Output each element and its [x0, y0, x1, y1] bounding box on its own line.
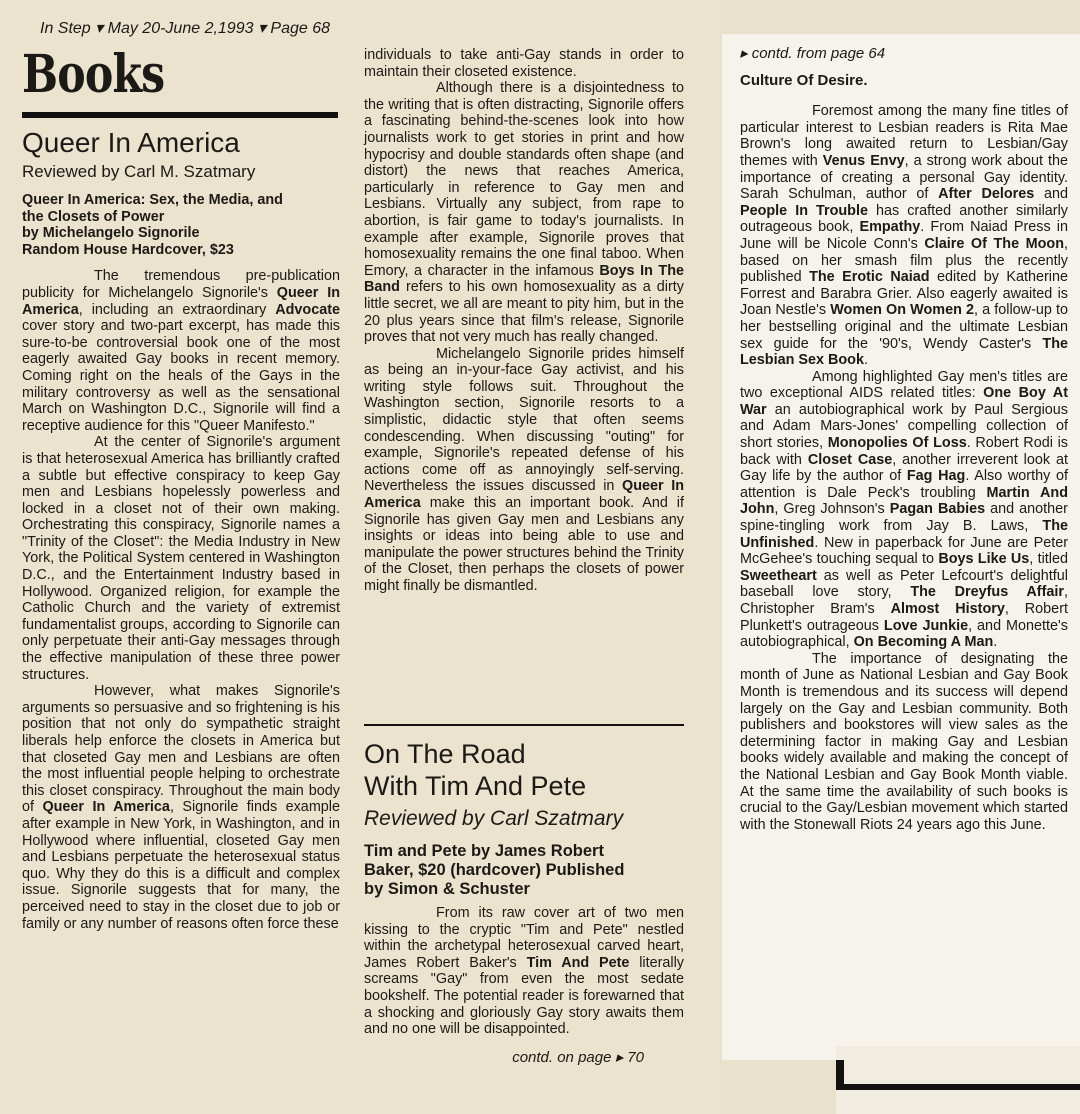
bold-title: Venus Envy	[822, 152, 905, 169]
bold-title: Tim And Pete	[526, 954, 630, 971]
bold-title: Women On Women 2	[830, 302, 975, 319]
text-run: Among highlighted Gay men's titles are two exceptional AIDS related titles:	[740, 368, 1068, 402]
paragraph	[22, 434, 340, 683]
byline-review2: Reviewed by Carl Szatmary	[364, 807, 624, 830]
text-run: From its raw cover art of two men kissing to the cryptic "Tim and Pete" nestled within the archetypal heterosexual carved heart, James Robert Baker's	[364, 905, 684, 971]
bold-title: Pagan Babies	[889, 501, 986, 518]
bold-title: Sweetheart	[740, 567, 817, 584]
bold-title: Martin And John	[740, 484, 1068, 518]
book-info-line: the Closets of Power	[22, 208, 165, 225]
section-title: Books	[22, 44, 165, 105]
book-info-line: Queer In America: Sex, the Media, and	[22, 192, 283, 208]
text-run: refers to his own homosexuality as a dirty little secret, we all are meant to pity him, but in the 20 plus years since that film's release, Signorile proves that not very much has really changed.	[364, 279, 684, 346]
headline-line: With Tim And Pete	[364, 771, 587, 801]
text-run: an autobiographical work by Paul Sergious and Adam Mars-Jones' compelling collection of short stories,	[740, 401, 1068, 452]
book-info-review1	[22, 192, 340, 258]
bold-title: Boys Like Us	[938, 551, 1030, 568]
text-run: At the center of Signorile's argument is that heterosexual America has brilliantly crafted a subtle but effective conspiracy to keep Gay men and Lesbians hopelessly powerless and locked in a closet not of their own making. Orchestrating this conspiracy, Signorile names a "Trinity of the Closet": the Media Industry in New York, the Political System centered in Washington D.C., and the Entertainment Industry based in Hollywood. Organized religion, for example the Catholic Church and the variety of extremist fundamentalist groups, according to Signorile can only perpetuate their anti-Gay messages through the effective manipulation of these three power structures.	[22, 434, 340, 683]
text-run: , and Monette's autobiographical,	[740, 617, 1068, 651]
bold-title: Claire Of The Moon	[924, 235, 1064, 252]
bold-title: People In Trouble	[740, 202, 868, 219]
text-run: cover story and two-part excerpt, has made this sure-to-be controversial book one of the most eagerly awaited Gay books in recent memory. Coming right on the heals of the Gays in the military controversy as well as the sensational March on Washington D.C., Signorile will find a receptive audience for this "Queer Manifesto."	[22, 318, 340, 434]
bold-title: Empathy	[859, 219, 921, 236]
bold-title: The Erotic Naiad	[809, 269, 930, 286]
bold-title: The Unfinished	[740, 518, 1068, 551]
bold-title: Advocate	[275, 301, 340, 318]
text-run: edited by Katherine Forrest and Barabra Grier. Also eagerly awaited is Joan Nestle's	[740, 269, 1068, 319]
text-run: make this an important book. And if Signorile has given Gay men and Lesbians any insights or ideas into being able to use and manipulate the power structures behind the Trinity of the Closet, then perhaps the closets of power might finally be dismantled.	[364, 495, 684, 594]
text-run: . New in paperback for June are Peter McGehee's touching sequal to	[740, 534, 1068, 568]
bold-title: The Dreyfus Affair	[910, 584, 1064, 601]
page-folio: In Step ▾ May 20-June 2,1993 ▾ Page 68	[40, 20, 331, 37]
column-1	[22, 128, 340, 932]
text-run: .	[993, 634, 998, 651]
bold-title: One Boy At War	[740, 385, 1068, 418]
bold-title: Queer In America	[42, 799, 170, 816]
headline-line: On The Road	[364, 739, 526, 769]
bold-title: After Delores	[938, 186, 1035, 203]
bold-title: Almost History	[890, 601, 1005, 617]
book-info-line: by Simon & Schuster	[364, 880, 530, 898]
scrap-rule-horizontal	[836, 1084, 1080, 1090]
bold-title: Queer In America	[364, 478, 684, 512]
text-run: has crafted another similarly outrageous book,	[740, 202, 1068, 236]
text-run: Foremost among the many fine titles of particular interest to Lesbian readers is Rita Mae Brown's long awaited return to Lesbian/Gay themes with	[740, 103, 1068, 169]
text-run: . From Naiad Press in June will be Nicole Conn's	[740, 219, 1068, 252]
byline-review1: Reviewed by Carl M. Szatmary	[22, 162, 256, 181]
review2	[364, 728, 684, 1066]
headline-queer-in-america: Queer In America	[22, 127, 240, 158]
text-run: , Christopher Bram's	[740, 584, 1068, 617]
text-run: and another spine-tingling work from Jay B. Laws,	[740, 501, 1068, 535]
text-run: The importance of designating the month of June as National Lesbian and Gay Book Month is tremendous and its success will depend largely on the Gay and Lesbian community. Both publishers and bookstores will view sales as the determining factor in making Gay and Lesbian books widely available and making the concept of the National Lesbian and Gay Book Month viable. At the same time the availability of such books is crucial to the Gay/Lesbian movement which started with the Stonewall Riots 24 years ago this June.	[740, 650, 1068, 833]
paragraph	[22, 268, 340, 434]
sidebar-column	[740, 46, 1068, 833]
book-info-line: by Michelangelo Signorile	[22, 225, 200, 242]
paragraph	[740, 651, 1068, 834]
text-run: Although there is a disjointedness to the writing that is often distracting, Signorile offers a fascinating behind-the-scenes look into how journalists work to get stories in print and how hypocrisy and double standards often shape (and distort) the news that reaches America, particularly in reference to Gay men and Lesbians. Virtually any subject, from rape to abortion, is fair game to today's journalists. In example after example, Signorile proves that homosexuality remains the one final taboo. When Emory, a character in the infamous	[364, 80, 684, 279]
text-run: , a follow-up to her bestselling original and the ultimate Lesbian sex guide for the '90's, Wendy Caster's	[740, 302, 1069, 352]
bold-title: Love Junkie	[883, 617, 969, 634]
bold-title: Boys In The Band	[364, 262, 684, 296]
paragraph	[22, 683, 340, 932]
text-run: and	[1034, 186, 1068, 203]
continued-on-page: contd. on page ▸ 70	[512, 1048, 644, 1066]
text-run: , based on her smash film plus the recently published	[740, 235, 1068, 286]
text-run: . Also worthy of attention is Dale Peck's troubling	[740, 468, 1068, 501]
text-run: Michelangelo Signorile prides himself as being an in-your-face Gay activist, and his writing style follows suit. Throughout the Washington section, Signorile resorts to a simplistic, didactic style that often seems condescending. When discussing "outing" for example, Signorile's repeated defense of his actions come off as annoyingly self-serving. Nevertheless the issues discussed in	[364, 345, 684, 495]
paragraph	[364, 47, 684, 80]
bold-title: Monopolies Of Loss	[827, 435, 967, 452]
section-rule	[22, 112, 338, 118]
paragraph	[364, 905, 684, 1038]
text-run: , titled	[1029, 551, 1068, 568]
text-run: , a strong work about the importance of creating a personal Gay identity. Sarah Schulman, author of	[740, 152, 1069, 203]
bold-title: Queer In America	[22, 284, 340, 318]
text-run: individuals to take anti-Gay stands in order to maintain their closeted existence.	[364, 47, 684, 80]
paragraph	[740, 369, 1068, 651]
paper-scrap	[836, 1046, 1080, 1114]
text-run: , Signorile finds example after example in New York, in Washington, and in Hollywood where influential, closeted Gay men and Lesbians perpetuate the heterosexual status quo. Why they do this is a difficult and complex issue. Signorile suggests that for many, the perceived need to stay in the closet due to job or family or any number of reasons often force these	[22, 799, 341, 932]
column-2	[364, 47, 684, 595]
text-run: as well as Peter Lefcourt's delightful baseball love story,	[740, 567, 1068, 601]
book-info-line: Tim and Pete by James Robert	[364, 842, 604, 860]
article-divider	[364, 724, 684, 726]
text-run: , including an extraordinary	[78, 301, 276, 318]
book-info-review2	[364, 842, 684, 899]
text-run: However, what makes Signorile's arguments so persuasive and so frightening is his position that not only do sympathetic straight liberals help enforce the closets in America but that closeted Gay men and Lesbians are often the most influential people helping to orchestrate this closet conspiracy. Throughout the main body of	[22, 683, 340, 816]
text-run: , Robert Plunkett's outrageous	[740, 601, 1068, 634]
book-info-line: Baker, $20 (hardcover) Published	[364, 861, 625, 879]
continued-from-page: ▸ contd. from page 64	[740, 45, 886, 62]
text-run: literally screams "Gay" from even the most sedate bookshelf. The potential reader is forewarned that a shocking and gloriously Gay story awaits them and no one will be disappointed.	[364, 954, 684, 1038]
text-run: . Robert Rodi is back with	[740, 435, 1068, 468]
text-run: The tremendous pre-publication publicity for Michelangelo Signorile's	[22, 268, 340, 301]
headline-on-the-road	[364, 738, 684, 802]
bold-title: The Lesbian Sex Book	[740, 335, 1068, 369]
text-run: , another irreverent look at Gay life by the author of	[740, 451, 1068, 485]
bold-title: On Becoming A Man	[853, 634, 994, 651]
paragraph	[364, 80, 684, 346]
text-run: , Greg Johnson's	[774, 501, 890, 518]
paragraph	[364, 346, 684, 595]
text-run: .	[863, 352, 868, 369]
bold-title: Fag Hag	[906, 468, 966, 485]
paragraph	[740, 103, 1068, 369]
bold-title: Closet Case	[807, 451, 893, 468]
book-info-line: Random House Hardcover, $23	[22, 241, 234, 258]
sidebar-title: Culture Of Desire.	[740, 71, 868, 89]
